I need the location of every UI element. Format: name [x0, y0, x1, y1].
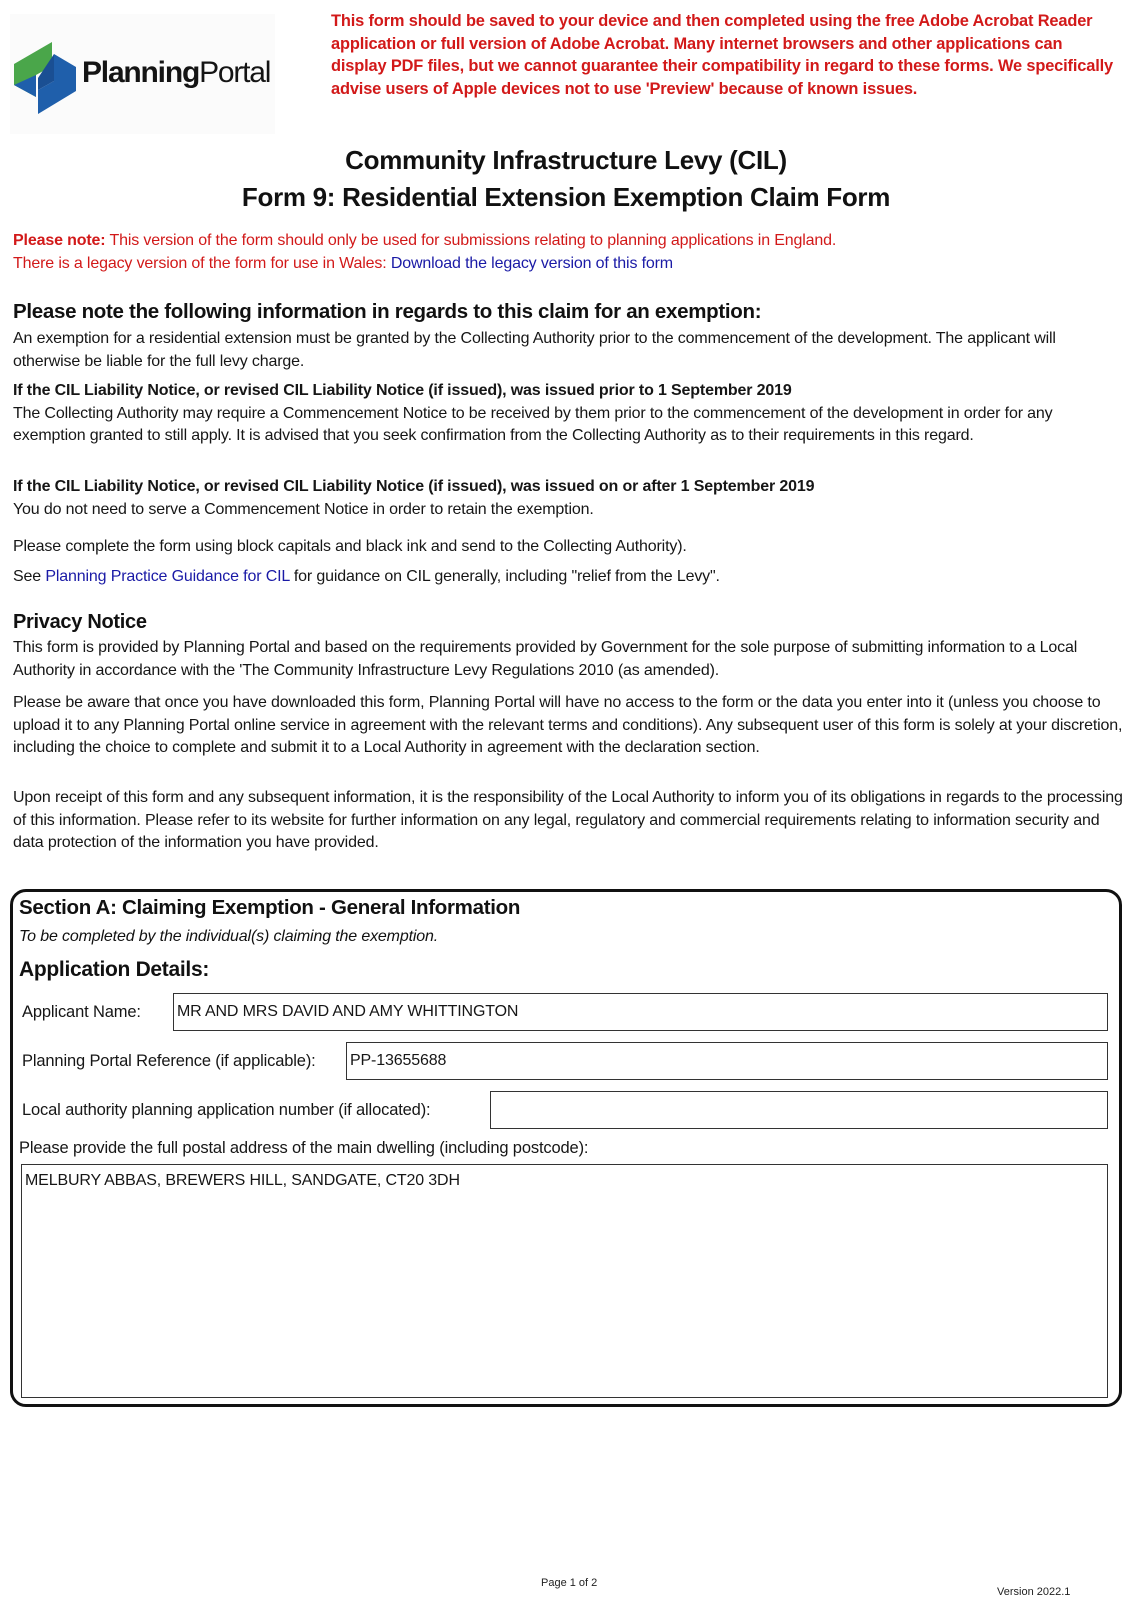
note-text: This version of the form should only be used for submissions relating to planning applications in England.	[105, 232, 837, 249]
complete-instructions: Please complete the form using block capitals and black ink and send to the Collecting Authority).	[13, 538, 687, 555]
pp-reference-field[interactable]	[346, 1042, 1108, 1080]
form-subtitle: Form 9: Residential Extension Exemption Claim Form	[241, 182, 891, 212]
privacy-p2: Please be aware that once you have downloaded this form, Planning Portal will have no access to the form or the data you enter into it (unless you choose to upload it to any Planning Portal online service in agreement with the relevant terms and conditions). Any subsequent user of this form is solely at your discretion, including the choice to complete and submit it to a Local Authority in agreement with the declaration section.	[13, 694, 1123, 756]
applicant-name-label: Applicant Name:	[22, 1003, 141, 1021]
form-title: Community Infrastructure Levy (CIL)	[345, 145, 787, 175]
logo-wordmark: PlanningPortal	[82, 56, 271, 89]
applicant-name-field[interactable]	[173, 993, 1108, 1031]
after-text: You do not need to serve a Commencement Notice in order to retain the exemption.	[13, 500, 594, 518]
prior-heading: If the CIL Liability Notice, or revised CIL Liability Notice (if issued), was issued prior to 1 September 2019	[13, 382, 792, 399]
la-number-label: Local authority planning application number (if allocated):	[22, 1101, 431, 1119]
info-heading: Please note the following information in regards to this claim for an exemption:	[13, 300, 762, 323]
info-intro: An exemption for a residential extension must be granted by the Collecting Authority prior to the commencement of the development. The applicant will otherwise be liable for the full levy charge.	[13, 330, 1056, 370]
acrobat-warning: This form should be saved to your device and then completed using the free Adobe Acrobat Reader application or full version of Adobe Acrobat. Many internet browsers and other applications can display PDF files, but we cannot guarantee their compatibility in regard to these forms. We specifically advise users of Apple devices not to use 'Preview' because of known issues.	[331, 12, 1113, 98]
planning-portal-logo	[10, 14, 275, 134]
england-note	[13, 229, 836, 275]
see-prefix: See	[13, 568, 46, 585]
address-field[interactable]	[21, 1164, 1108, 1398]
privacy-heading: Privacy Notice	[13, 611, 147, 633]
planning-portal-logo-icon	[14, 42, 76, 114]
application-details-heading: Application Details:	[19, 958, 210, 981]
legacy-form-link[interactable]: Download the legacy version of this form	[390, 255, 673, 272]
guidance-line	[13, 566, 1123, 589]
prior-text: The Collecting Authority may require a Commencement Notice to be received by them prior to the commencement of the development in order for any exemption granted to still apply. It is advised that you seek confirmation from the Collecting Authority as to their requirements in this regard.	[13, 404, 1053, 444]
version-label: Version 2022.1	[997, 1586, 1071, 1598]
section-a-subtitle: To be completed by the individual(s) claiming the exemption.	[19, 928, 439, 945]
address-label: Please provide the full postal address of the main dwelling (including postcode):	[19, 1139, 589, 1157]
la-number-field[interactable]	[490, 1091, 1108, 1129]
note-label: Please note:	[13, 232, 106, 249]
page-number: Page 1 of 2	[541, 1577, 598, 1589]
wales-text: There is a legacy version of the form for use in Wales:	[13, 255, 391, 272]
section-a-title: Section A: Claiming Exemption - General Information	[19, 896, 521, 919]
pp-reference-label: Planning Portal Reference (if applicable):	[22, 1052, 316, 1070]
after-block	[13, 476, 1123, 521]
privacy-p3: Upon receipt of this form and any subsequent information, it is the responsibility of the Local Authority to inform you of its obligations in regards to the processing of this information. Please refer to its website for further information on any legal, regulatory and commercial requirements relating to information security and data protection of the information you have provided.	[13, 789, 1123, 851]
prior-block	[13, 380, 1123, 448]
privacy-p1: This form is provided by Planning Portal and based on the requirements provided by Government for the sole purpose of submitting information to a Local Authority in accordance with the 'The Community Infrastructure Levy Regulations 2010 (as amended).	[13, 639, 1078, 679]
after-heading: If the CIL Liability Notice, or revised CIL Liability Notice (if issued), was issued on or after 1 September 2019	[13, 478, 815, 495]
see-suffix: for guidance on CIL generally, including "relief from the Levy".	[289, 568, 720, 585]
guidance-link[interactable]: Planning Practice Guidance for CIL	[45, 568, 290, 585]
